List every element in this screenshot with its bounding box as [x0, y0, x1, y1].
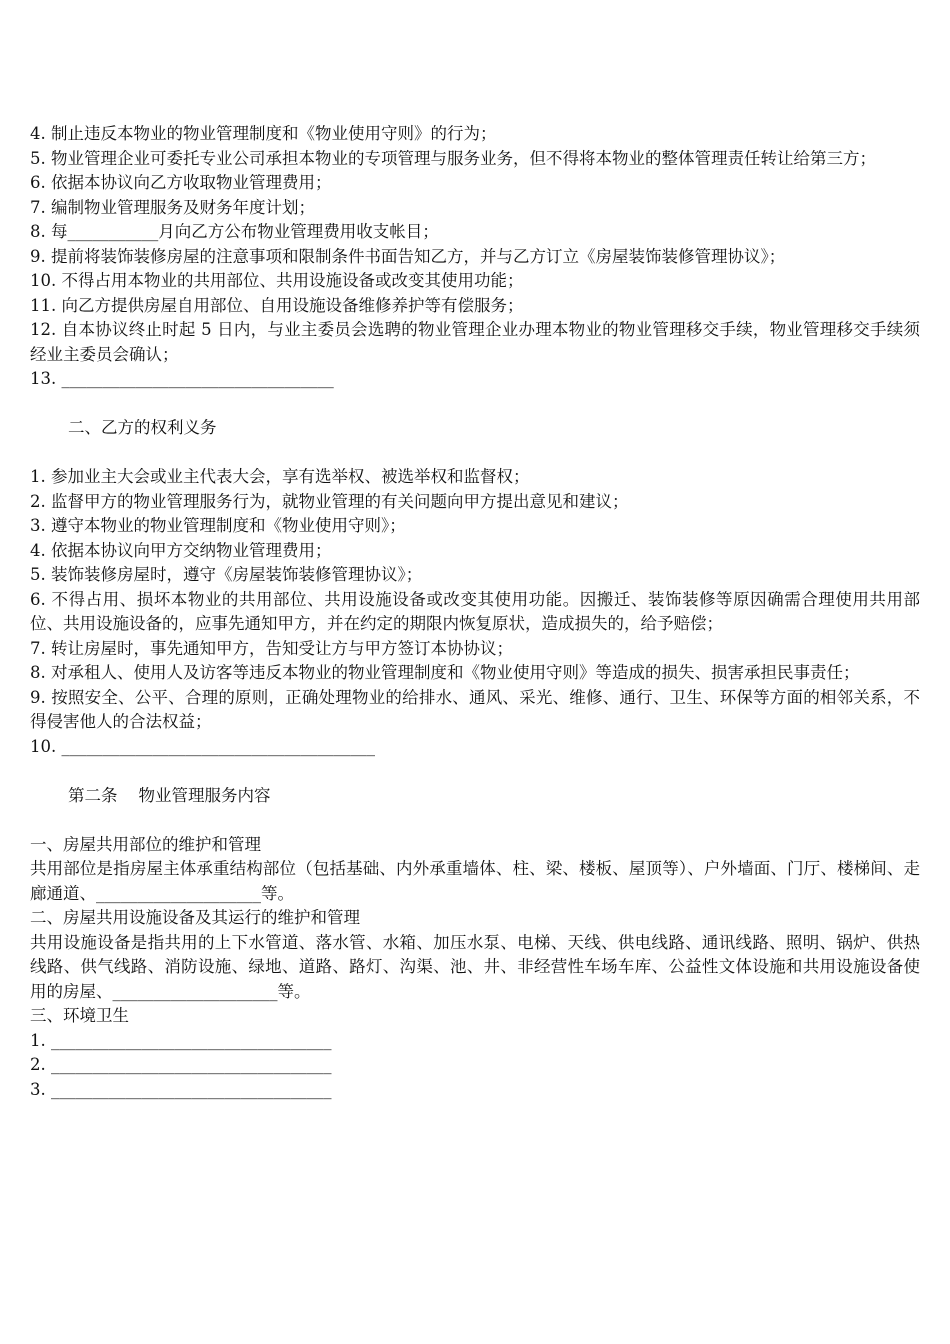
list-item: 1. __________________________________: [30, 1030, 332, 1050]
list-item: 6. 依据本协议向乙方收取物业管理费用；: [30, 173, 332, 192]
paragraph: 共用设施设备是指共用的上下水管道、落水管、水箱、加压水泵、电梯、天线、供电线路、通讯线路、照明、锅炉、供热线路、供气线路、消防设施、绿地、道路、路灯、沟渠、池、井、非经营性车场车库、公益性文体设施和共用设施设备使用的房屋、____________________等。: [30, 932, 920, 1001]
list-item: 5. 物业管理企业可委托专业公司承担本物业的专项管理与服务业务，但不得将本物业的整体管理责任转让给第三方；: [30, 148, 876, 168]
list-item: 9. 按照安全、公平、合理的原则，正确处理物业的给排水、通风、采光、维修、通行、卫生、环保等方面的相邻关系，不得侵害他人的合法权益；: [30, 687, 920, 731]
list-item: 11. 向乙方提供房屋自用部位、自用设施设备维修养护等有偿服务；: [30, 295, 524, 315]
list-item: 1. 参加业主大会或业主代表大会，享有选举权、被选举权和监督权；: [30, 467, 530, 486]
list-item: 8. 对承租人、使用人及访客等违反本物业的物业管理制度和《物业使用守则》等造成的损失、损害承担民事责任；: [30, 663, 860, 682]
subsection-heading: 三、环境卫生: [30, 1006, 129, 1025]
paragraph: 共用部位是指房屋主体承重结构部位（包括基础、内外承重墙体、柱、梁、楼板、屋顶等）、户外墙面、门厅、楼梯间、走廊通道、____________________等。: [30, 859, 920, 903]
list-item: 9. 提前将装饰装修房屋的注意事项和限制条件书面告知乙方，并与乙方订立《房屋装饰装修管理协议》；: [30, 246, 786, 266]
list-item: 13. _________________________________: [30, 369, 334, 388]
list-item: 7. 转让房屋时，事先通知甲方，告知受让方与甲方签订本协协议；: [30, 638, 513, 658]
spacer: [30, 808, 920, 833]
section-a-list: [30, 122, 920, 392]
article2-content: [30, 833, 920, 1103]
list-item: 6. 不得占用、损坏本物业的共用部位、共用设施设备或改变其使用功能。因搬迁、装饰装修等原因确需合理使用共用部位、共用设施设备的，应事先通知甲方，并在约定的期限内恢复原状，造成损失的，给予赔偿；: [30, 589, 920, 633]
list-item: 10. 不得占用本物业的共用部位、共用设施设备或改变其使用功能；: [30, 271, 524, 290]
list-item: 7. 编制物业管理服务及财务年度计划；: [30, 197, 315, 217]
article-heading: 第二条 物业管理服务内容: [68, 785, 271, 805]
section-b-list: [30, 465, 920, 759]
spacer: [30, 441, 920, 466]
spacer: [30, 392, 920, 417]
section-heading: 二、乙方的权利义务: [68, 418, 217, 437]
spacer: [30, 759, 920, 784]
list-item: 5. 装饰装修房屋时，遵守《房屋装饰装修管理协议》；: [30, 565, 423, 584]
list-item: 2. __________________________________: [30, 1055, 332, 1074]
list-item: 4. 制止违反本物业的物业管理制度和《物业使用守则》的行为；: [30, 124, 497, 143]
subsection-heading: 一、房屋共用部位的维护和管理: [30, 834, 261, 854]
list-item: 8. 每___________月向乙方公布物业管理费用收支帐目；: [30, 222, 439, 241]
list-item: 3. __________________________________: [30, 1079, 332, 1099]
list-item: 3. 遵守本物业的物业管理制度和《物业使用守则》；: [30, 516, 406, 535]
list-item: 2. 监督甲方的物业管理服务行为，就物业管理的有关问题向甲方提出意见和建议；: [30, 491, 629, 511]
list-item: 10. ______________________________________: [30, 736, 375, 756]
list-item: 4. 依据本协议向甲方交纳物业管理费用；: [30, 540, 332, 560]
subsection-heading: 二、房屋共用设施设备及其运行的维护和管理: [30, 908, 360, 927]
document-page: [30, 122, 920, 1102]
list-item: 12. 自本协议终止时起 5 日内，与业主委员会选聘的物业管理企业办理本物业的物业管理移交手续，物业管理移交手续须经业主委员会确认；: [30, 320, 920, 364]
